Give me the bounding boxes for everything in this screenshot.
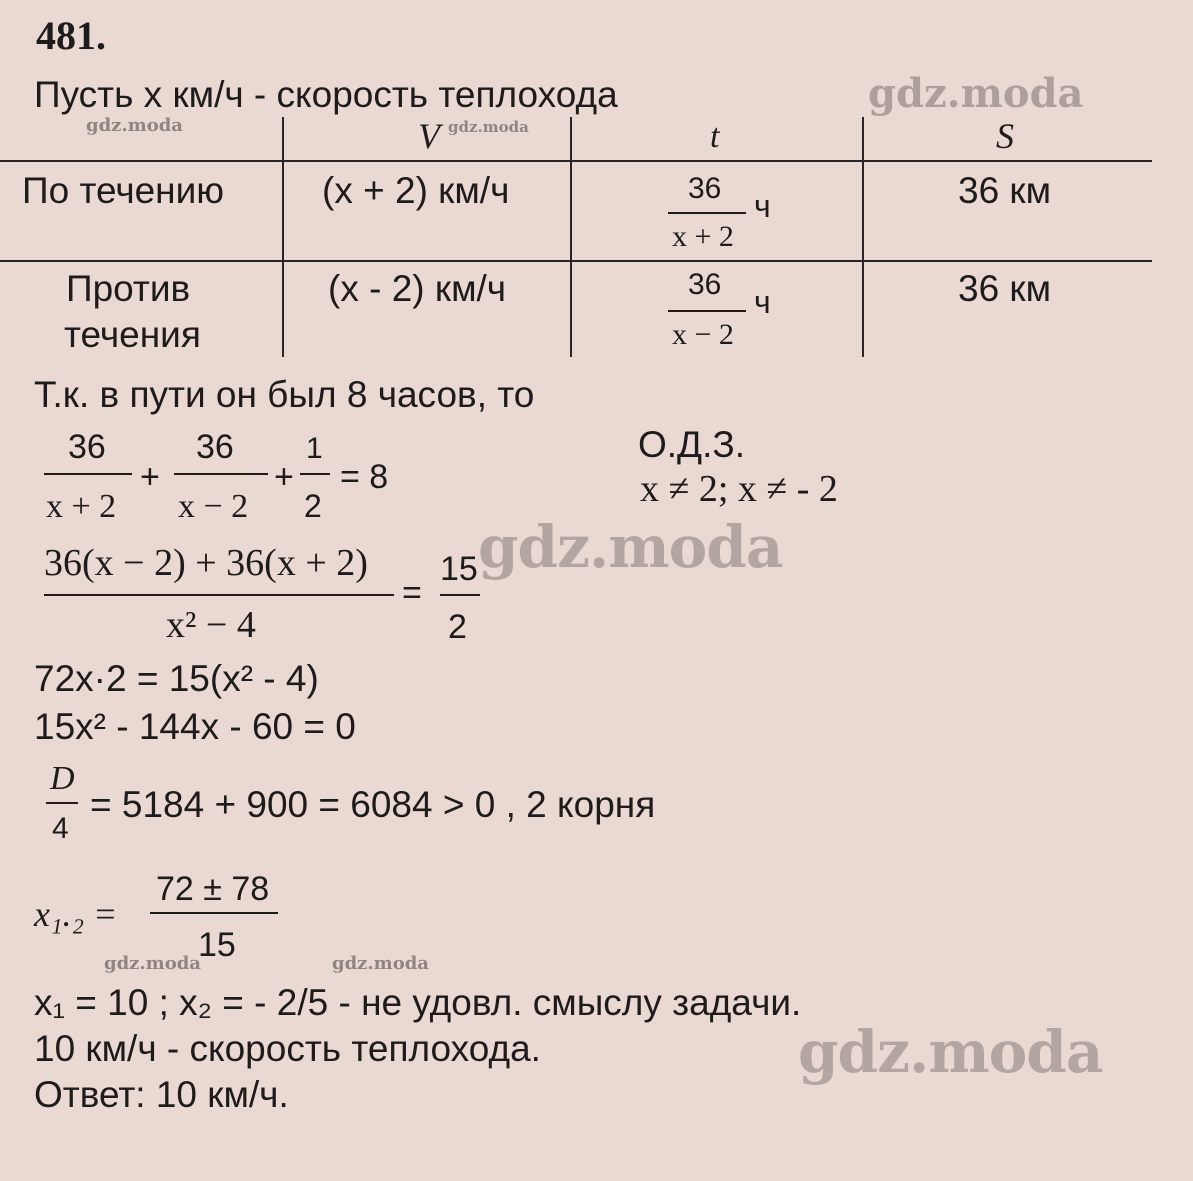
eq1-rhs: = 8 xyxy=(340,458,389,496)
equation-quadratic: 15x² - 144x - 60 = 0 xyxy=(34,706,356,747)
roots-values: x₁ = 10 ; x₂ = - 2/5 - не удовл. смыслу задачи. xyxy=(34,982,802,1023)
watermark-center: gdz.moda xyxy=(478,513,783,581)
eq1-frac3-num: 1 xyxy=(306,432,323,465)
watermark-low-left: gdz.moda xyxy=(104,953,201,974)
condition-text: Т.к. в пути он был 8 часов, то xyxy=(34,374,535,415)
row-speed-upstream: (x - 2) км/ч xyxy=(328,268,507,309)
equation-expanded: 72x·2 = 15(x² - 4) xyxy=(34,658,319,699)
row-label-downstream: По течению xyxy=(22,170,225,211)
column-header-s: S xyxy=(996,116,1014,156)
eq2-numerator: 36(x − 2) + 36(x + 2) xyxy=(44,542,368,584)
disc-num: D xyxy=(50,760,75,797)
eq2-denominator: x² − 4 xyxy=(166,604,256,646)
column-header-t: t xyxy=(710,118,720,155)
roots-num: 72 ± 78 xyxy=(156,870,270,908)
row-label-upstream-1: Против xyxy=(66,268,191,309)
problem-number: 481. xyxy=(36,13,106,58)
watermark-top-right: gdz.moda xyxy=(868,70,1084,117)
eq2-rhs-num: 15 xyxy=(440,550,478,588)
watermark-table-v: gdz.moda xyxy=(448,118,529,136)
row-time-unit-downstream: ч xyxy=(754,188,771,224)
watermark-bottom-right: gdz.moda xyxy=(798,1018,1103,1086)
row-time-num-downstream: 36 xyxy=(688,172,722,205)
row-time-num-upstream: 36 xyxy=(688,268,722,301)
watermark-table-left: gdz.moda xyxy=(86,115,183,136)
roots-den: 15 xyxy=(198,926,236,964)
column-header-v: V xyxy=(418,116,440,156)
eq1-frac2-den: x − 2 xyxy=(178,488,249,525)
eq1-plus1: + xyxy=(140,458,160,496)
conclusion-text: 10 км/ч - скорость теплохода. xyxy=(34,1028,541,1069)
row-speed-downstream: (x + 2) км/ч xyxy=(322,170,510,211)
intro-text: Пусть x км/ч - скорость теплохода xyxy=(34,74,618,115)
eq2-equals: = xyxy=(402,574,422,612)
disc-rest: = 5184 + 900 = 6084 > 0 , 2 корня xyxy=(90,784,656,825)
eq1-plus2: + xyxy=(274,458,294,496)
eq1-frac1-num: 36 xyxy=(68,428,106,466)
watermark-low-mid: gdz.moda xyxy=(332,953,429,974)
answer-text: Ответ: 10 км/ч. xyxy=(34,1074,289,1115)
eq2-rhs-den: 2 xyxy=(448,608,467,646)
eq1-frac1-den: x + 2 xyxy=(46,488,117,525)
row-time-unit-upstream: ч xyxy=(754,284,771,320)
eq1-frac3-den: 2 xyxy=(304,488,322,524)
row-time-den-downstream: x + 2 xyxy=(672,220,734,253)
disc-den: 4 xyxy=(52,812,69,845)
row-distance-upstream: 36 км xyxy=(958,268,1052,309)
row-label-upstream-2: течения xyxy=(64,314,201,355)
row-distance-downstream: 36 км xyxy=(958,170,1052,211)
odz-title: О.Д.З. xyxy=(638,424,746,465)
row-time-den-upstream: x − 2 xyxy=(672,318,734,351)
odz-condition: x ≠ 2; x ≠ - 2 xyxy=(640,468,838,510)
roots-lhs: x₁.₂ = xyxy=(34,894,118,934)
eq1-frac2-num: 36 xyxy=(196,428,234,466)
